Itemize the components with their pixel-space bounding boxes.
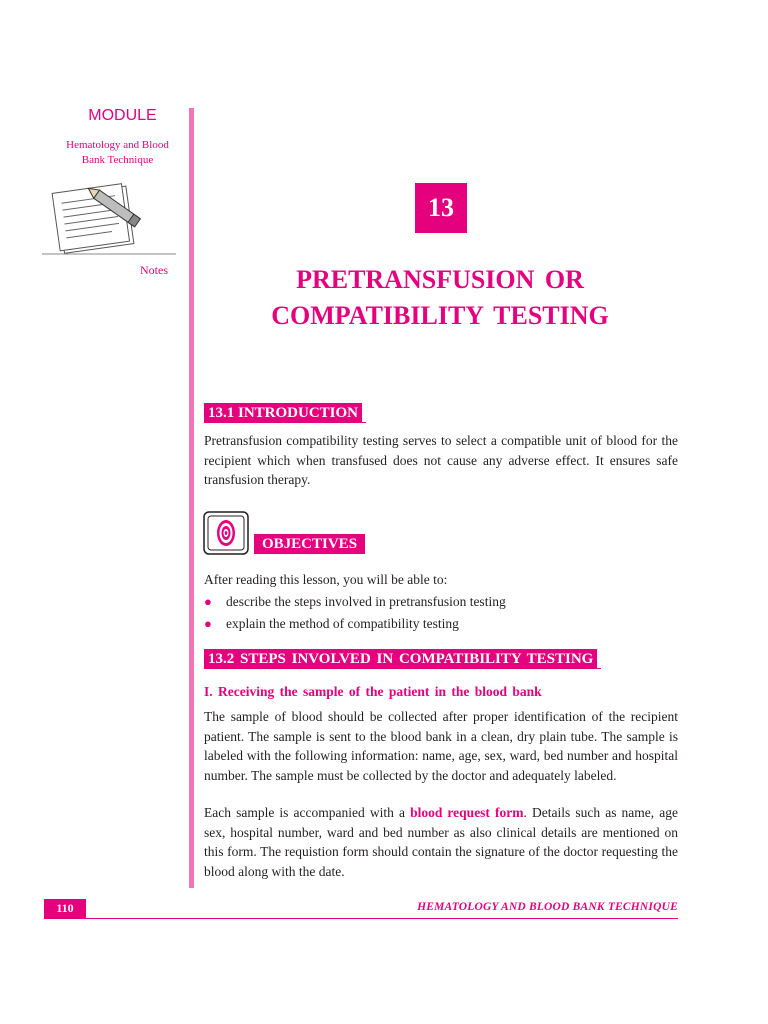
heading-rule — [362, 422, 366, 423]
notepad-pencil-icon — [40, 178, 178, 258]
objectives-heading: OBJECTIVES — [254, 534, 365, 554]
module-label: MODULE — [88, 107, 157, 124]
running-title: HEMATOLOGY AND BLOOD BANK TECHNIQUE — [417, 901, 678, 913]
objective-item — [204, 614, 678, 634]
chapter-number: 13 — [415, 183, 467, 233]
steps-paragraph-1: The sample of blood should be collected after proper identification of the recipient patient. The sample is sent to the blood bank in a clean, dry plain tube. The sample is labeled with the following information: name, age, sex, ward, bed number and hospital number. The sample must be collected by the doctor and adequately labeled. — [204, 709, 678, 783]
chapter-title-line1: PRETRANSFUSION OR — [296, 265, 584, 294]
chapter-title — [200, 262, 680, 334]
module-subtitle — [55, 138, 180, 168]
steps-subheading: I. Receiving the sample of the patient in the blood bank — [204, 684, 542, 699]
para2-text-before: Each sample is accompanied with a — [204, 805, 411, 820]
steps-paragraph-2 — [204, 803, 678, 881]
blood-request-form-term: blood request form — [410, 805, 524, 820]
section-heading-intro — [204, 403, 366, 423]
sidebar-divider — [189, 108, 194, 888]
objective-item-text: explain the method of compatibility testing — [226, 616, 459, 631]
para2-text-after: . Details such as name, age sex, hospital number, ward and bed number as also clinical details are mentioned on this form. The requistion form should contain the signature of the doctor requesting the blood along with the date. — [204, 805, 679, 879]
section-heading-objectives — [254, 534, 365, 554]
intro-heading: 13.1 INTRODUCTION — [204, 403, 362, 423]
notes-label: Notes — [140, 263, 168, 277]
footer-rule — [44, 918, 678, 919]
objective-item-text: describe the steps involved in pretransfusion testing — [226, 594, 506, 609]
bullet-icon: ● — [204, 616, 212, 631]
bullet-icon: ● — [204, 594, 212, 609]
target-icon — [203, 511, 249, 555]
module-subtitle-line2: Bank Technique — [81, 154, 154, 166]
section-heading-steps — [204, 649, 601, 669]
page-number: 110 — [44, 899, 86, 918]
objective-item — [204, 592, 678, 612]
module-subtitle-line1: Hematology and Blood — [66, 139, 169, 151]
intro-paragraph: Pretransfusion compatibility testing serves to select a compatible unit of blood for the recipient which when transfused does not cause any adverse effect. It ensures safe transfusion therapy. — [204, 433, 678, 487]
steps-heading: 13.2 STEPS INVOLVED IN COMPATIBILITY TESTING — [204, 649, 597, 669]
heading-rule — [597, 668, 601, 669]
chapter-title-line2: COMPATIBILITY TESTING — [271, 301, 609, 330]
objectives-lead: After reading this lesson, you will be able to: — [204, 572, 448, 587]
